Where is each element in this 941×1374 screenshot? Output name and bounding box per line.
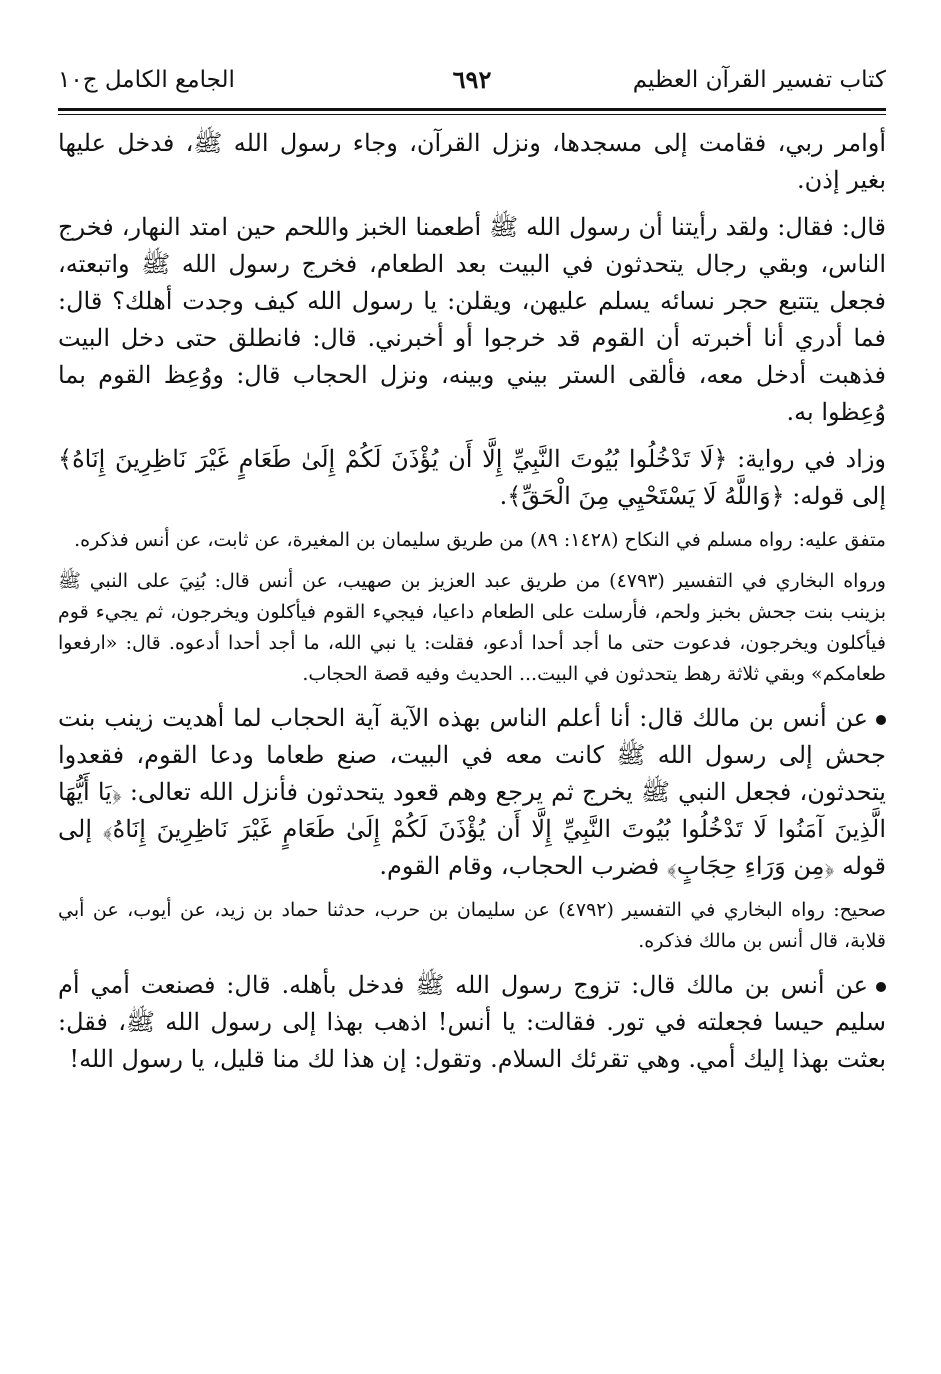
takhrij-note-2: ورواه البخاري في التفسير (٤٧٩٣) من طريق عبد العزيز بن صهيب، عن أنس قال: بُنِيَ على النبي ﷺ بزينب بنت جحش بخبز ولحم، فأرسلت على الطعام داعيا، فيجيء القوم فيأكلون ويخرجون، ثم يجيء قوم فيأكلون ويخرجون، فدعوت حتى ما أجد أحدا أدعو، فقلت: يا نبي الله، ما أجد أحدا أدعوه. قال: «ارفعوا طعامكم» وبقي ثلاثة رهط يتحدثون في البيت... الحديث وفيه قصة الحجاب. (58, 570, 886, 685)
page-header (58, 58, 886, 102)
hadith-1-text: عن أنس بن مالك قال: أنا أعلم الناس بهذه الآية آية الحجاب لما أهديت زينب بنت جحش إلى رسول الله ﷺ كانت معه في البيت، صنع طعاما ودعا القوم، فقعدوا يتحدثون، فجعل النبي ﷺ يخرج ثم يرجع وهم قعود يتحدثون فأنزل الله تعالى: ﴿يَا أَيُّهَا الَّذِينَ آمَنُوا لَا تَدْخُلُوا بُيُوتَ النَّبِيِّ إِلَّا أَن يُؤْذَنَ لَكُمْ إِلَىٰ طَعَامٍ غَيْرَ نَاظِرِينَ إِنَاهُ﴾ إلى قوله ﴿مِن وَرَاءِ حِجَابٍ﴾ فضرب الحجاب، وقام القوم. (58, 704, 886, 880)
header-rule-thin (58, 114, 886, 115)
paragraph-3: وزاد في رواية: ﴿لَا تَدْخُلُوا بُيُوتَ النَّبِيِّ إِلَّا أَن يُؤْذَنَ لَكُمْ إِلَىٰ طَعَامٍ غَيْرَ نَاظِرِينَ إِنَاهُ﴾ إلى قوله: ﴿وَاللَّهُ لَا يَسْتَحْيِي مِنَ الْحَقِّ﴾. (58, 445, 886, 510)
takhrij-note-1: متفق عليه: رواه مسلم في النكاح (١٤٢٨: ٨٩) من طريق سليمان بن المغيرة، عن ثابت، عن أنس فذكره. (74, 529, 886, 551)
bullet-icon (876, 982, 886, 992)
volume-title: الجامع الكامل ج١٠ (58, 67, 235, 93)
bullet-icon (876, 715, 886, 725)
page-number: ٦٩٢ (452, 65, 492, 94)
hadith-2 (58, 967, 886, 1078)
book-title: كتاب تفسير القرآن العظيم (632, 67, 886, 93)
paragraph-1: أوامر ربي، فقامت إلى مسجدها، ونزل القرآن، وجاء رسول الله ﷺ، فدخل عليها بغير إذن. (58, 129, 886, 194)
hadith-1 (58, 700, 886, 885)
paragraph-2: قال: فقال: ولقد رأيتنا أن رسول الله ﷺ أطعمنا الخبز واللحم حين امتد النهار، فخرج الناس، وبقي رجال يتحدثون في البيت بعد الطعام، فخرج رسول الله ﷺ واتبعته، فجعل يتتبع حجر نسائه يسلم عليهن، ويقلن: يا رسول الله كيف وجدت أهلك؟ قال: فما أدري أنا أخبرته أن القوم قد خرجوا أو أخبرني. قال: فانطلق حتى دخل البيت فذهبت أدخل معه، فألقى الستر بيني وبينه، ونزل الحجاب قال: ووُعِظ القوم بما وُعِظوا به. (58, 213, 887, 426)
book-page (58, 58, 886, 1358)
hadith-2-text: عن أنس بن مالك قال: تزوج رسول الله ﷺ فدخل بأهله. قال: فصنعت أمي أم سليم حيسا فجعلته في تور. فقالت: يا أنس! اذهب بهذا إلى رسول الله ﷺ، فقل: بعثت بهذا إليك أمي. وهي تقرئك السلام. وتقول: إن هذا لك منا قليل، يا رسول الله! (58, 971, 886, 1073)
header-rule-thick (58, 108, 886, 111)
page-body (58, 125, 886, 1078)
takhrij-note-3: صحيح: رواه البخاري في التفسير (٤٧٩٢) عن سليمان بن حرب، حدثنا حماد بن زيد، عن أيوب، عن أبي قلابة، قال أنس بن مالك فذكره. (58, 899, 886, 952)
